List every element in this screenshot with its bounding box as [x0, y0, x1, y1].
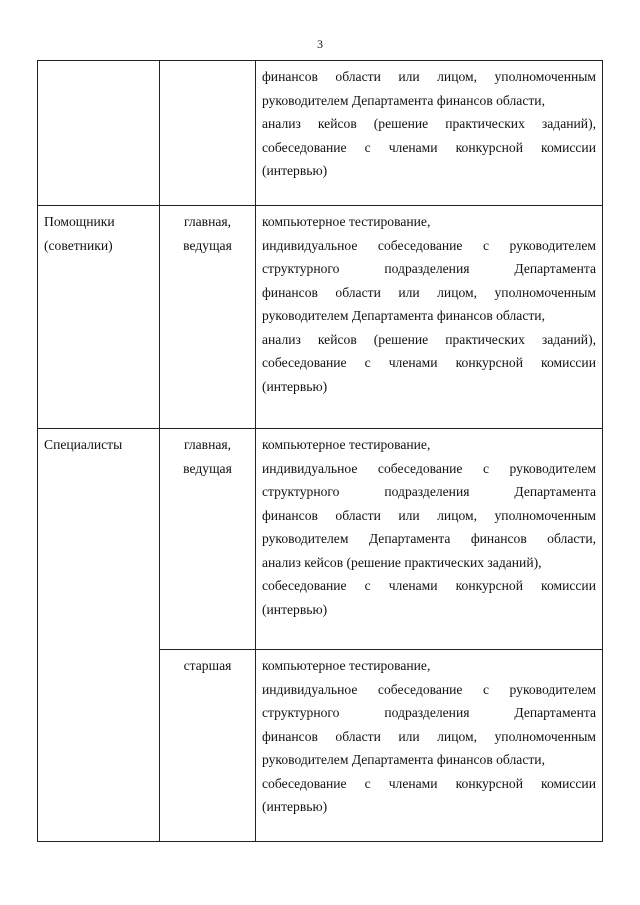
method-line: руководителем Департамента финансов области,	[262, 531, 596, 546]
method-line: компьютерное тестирование,	[262, 214, 431, 229]
method-line: индивидуальное собеседование с руководителем	[262, 681, 596, 697]
method-line: анализ кейсов (решение практических заданий),	[262, 554, 542, 570]
method-line: собеседование с членами конкурсной комиссии	[262, 355, 596, 370]
group-cell	[160, 650, 256, 842]
method-line: индивидуальное собеседование с руководителем	[262, 237, 596, 253]
group-label: главная,	[183, 214, 232, 229]
group-label: старшая	[183, 658, 232, 673]
method-line: структурного подразделения Департамента	[262, 261, 596, 276]
category-label: Специалисты	[44, 437, 123, 452]
method-line: (интервью)	[262, 601, 328, 617]
method-line: (интервью)	[262, 799, 328, 814]
method-line: структурного подразделения Департамента	[262, 484, 596, 499]
method-line: структурного подразделения Департамента	[262, 705, 596, 720]
method-line: компьютерное тестирование,	[262, 658, 431, 673]
group-label: ведущая	[183, 238, 232, 253]
method-line: анализ кейсов (решение практических заданий),	[262, 116, 596, 131]
method-line: руководителем Департамента финансов области,	[262, 308, 545, 323]
group-label: главная,	[183, 437, 232, 452]
method-line: руководителем Департамента финансов области,	[262, 752, 545, 767]
method-line: руководителем Департамента финансов области,	[262, 92, 545, 108]
category-label: (советники)	[44, 238, 113, 253]
page-number: 3	[317, 37, 323, 51]
methods-cell	[256, 650, 603, 842]
method-line: собеседование с членами конкурсной комиссии	[262, 139, 596, 155]
method-line: финансов области или лицом, уполномоченным	[262, 284, 596, 300]
method-line: финансов области или лицом, уполномоченным	[262, 69, 596, 84]
methods-cell	[256, 429, 603, 650]
table-row	[38, 206, 603, 429]
table-row	[38, 61, 603, 206]
methods-cell	[256, 61, 603, 206]
group-cell	[160, 429, 256, 650]
group-cell	[160, 206, 256, 429]
method-line: анализ кейсов (решение практических заданий),	[262, 331, 596, 347]
table-row	[38, 429, 603, 650]
method-line: индивидуальное собеседование с руководителем	[262, 460, 596, 476]
methods-cell	[256, 206, 603, 429]
method-line: финансов области или лицом, уполномоченным	[262, 728, 596, 744]
category-cell	[38, 429, 160, 842]
category-label: Помощники	[44, 214, 115, 229]
qualification-table	[37, 60, 603, 842]
category-cell	[38, 206, 160, 429]
method-line: собеседование с членами конкурсной комиссии	[262, 578, 596, 593]
group-label: ведущая	[183, 461, 232, 476]
method-line: собеседование с членами конкурсной комиссии	[262, 775, 596, 791]
method-line: финансов области или лицом, уполномоченным	[262, 507, 596, 523]
method-line: (интервью)	[262, 163, 328, 178]
method-line: компьютерное тестирование,	[262, 437, 431, 452]
method-line: (интервью)	[262, 378, 328, 394]
category-cell	[38, 61, 160, 206]
group-cell	[160, 61, 256, 206]
